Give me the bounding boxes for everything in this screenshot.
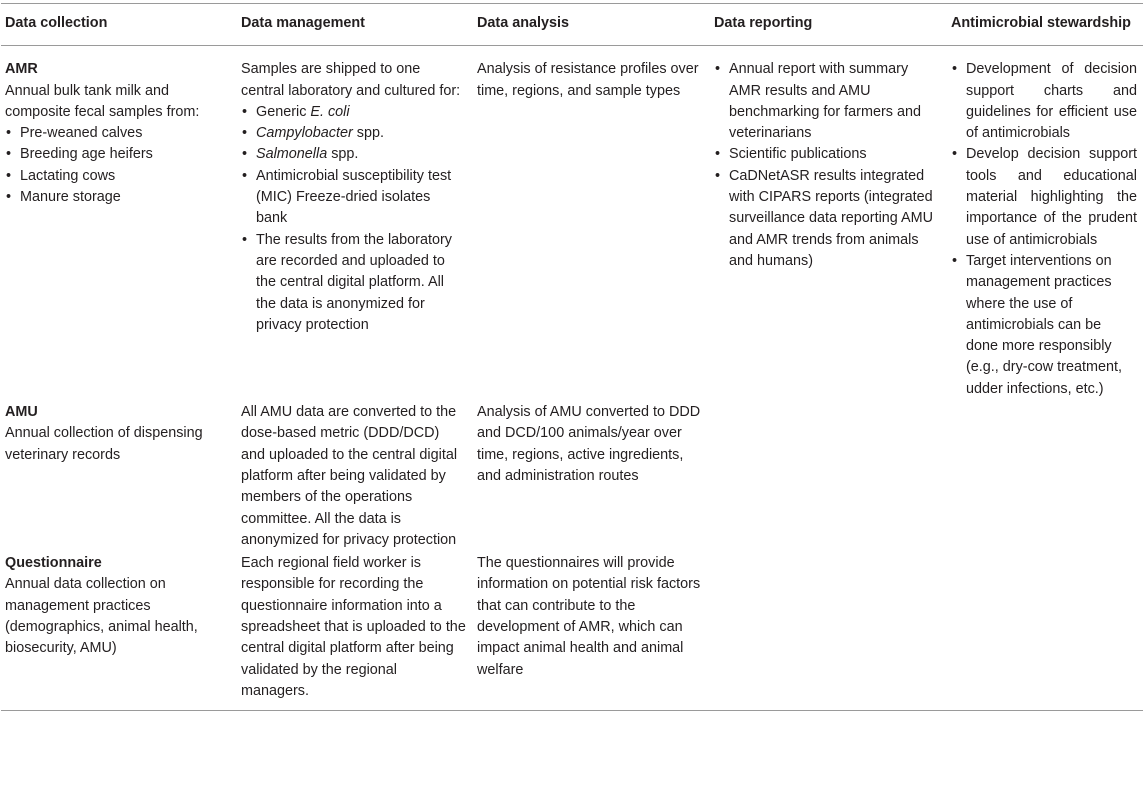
amu-management-text: All AMU data are converted to the dose-based metric (DDD/DCD) and uploaded to the central digital platform after being validated by members of the operations committee. All the data is anonymized for privacy protection bbox=[241, 404, 458, 548]
cell-amr-analysis bbox=[473, 46, 710, 400]
cell-questionnaire-reporting bbox=[710, 551, 947, 711]
cell-amr-management bbox=[237, 46, 473, 400]
list-item: • Manure storage bbox=[5, 187, 231, 208]
amr-reporting-list bbox=[714, 59, 941, 272]
list-item: • Pre-weaned calves bbox=[5, 123, 231, 144]
cell-amu-stewardship bbox=[947, 400, 1143, 551]
cell-amu-reporting bbox=[710, 400, 947, 551]
header-data-collection: Data collection bbox=[5, 15, 108, 31]
list-item: • Develop decision support tools and educational material highlighting the importance of the prudent use of antimicrobials bbox=[951, 144, 1137, 250]
row-title-amr: AMR bbox=[5, 61, 38, 78]
questionnaire-collection-text: Annual data collection on management practices (demographics, animal health, biosecurity, AMU) bbox=[5, 576, 198, 657]
amr-collection-list bbox=[5, 123, 231, 208]
cell-amu-collection bbox=[1, 400, 237, 551]
amr-management-list bbox=[241, 102, 467, 336]
cell-amu-analysis bbox=[473, 400, 710, 551]
table-row-amr bbox=[1, 46, 1143, 400]
header-data-analysis: Data analysis bbox=[477, 15, 569, 31]
list-item: • Target interventions on management practices where the use of antimicrobials can be done more responsibly (e.g., dry-cow treatment, udder infections, etc.) bbox=[951, 251, 1137, 400]
questionnaire-management-text: Each regional field worker is responsible for recording the questionnaire information into a spreadsheet that is uploaded to the central digital platform after being validated by the regional managers. bbox=[241, 555, 466, 699]
surveillance-table bbox=[1, 3, 1143, 711]
list-item: • Salmonella spp. bbox=[241, 144, 467, 165]
amr-management-intro: Samples are shipped to one central laboratory and cultured for: bbox=[241, 61, 461, 99]
list-item: • Breeding age heifers bbox=[5, 144, 231, 165]
amu-analysis-text: Analysis of AMU converted to DDD and DCD/100 animals/year over time, regions, active ingredients, and administration routes bbox=[477, 404, 701, 484]
list-item: • CaDNetASR results integrated with CIPARS reports (integrated surveillance data reporting AMU and AMR trends from animals and humans) bbox=[714, 166, 941, 272]
cell-questionnaire-management bbox=[237, 551, 473, 711]
list-item: • The results from the laboratory are recorded and uploaded to the central digital platform. All the data is anonymized for privacy protection bbox=[241, 230, 467, 336]
list-item: • Lactating cows bbox=[5, 166, 231, 187]
questionnaire-analysis-text: The questionnaires will provide information on potential risk factors that can contribute to the development of AMR, which can impact animal health and animal welfare bbox=[477, 555, 701, 678]
table-row-questionnaire bbox=[1, 551, 1143, 711]
cell-amu-management bbox=[237, 400, 473, 551]
cell-questionnaire-stewardship bbox=[947, 551, 1143, 711]
amu-collection-text: Annual collection of dispensing veterinary records bbox=[5, 425, 203, 463]
list-item: • Scientific publications bbox=[714, 144, 941, 165]
cell-questionnaire-analysis bbox=[473, 551, 710, 711]
header-data-reporting: Data reporting bbox=[714, 15, 813, 31]
list-item: • Development of decision support charts and guidelines for efficient use of antimicrobials bbox=[951, 59, 1137, 144]
table-page bbox=[0, 3, 1145, 809]
row-title-amu: AMU bbox=[5, 404, 38, 421]
table-row-amu bbox=[1, 400, 1143, 551]
header-data-management: Data management bbox=[241, 15, 365, 31]
list-item: • Annual report with summary AMR results and AMU benchmarking for farmers and veterinarians bbox=[714, 59, 941, 144]
header-antimicrobial-stewardship: Antimicrobial stewardship bbox=[951, 15, 1131, 31]
cell-amr-stewardship bbox=[947, 46, 1143, 400]
amr-analysis-text: Analysis of resistance profiles over time, regions, and sample types bbox=[477, 61, 699, 99]
amr-stewardship-list bbox=[951, 59, 1137, 400]
row-title-questionnaire: Questionnaire bbox=[5, 555, 102, 572]
cell-amr-reporting bbox=[710, 46, 947, 400]
cell-amr-collection bbox=[1, 46, 237, 400]
table-header-row bbox=[1, 4, 1143, 46]
list-item: • Generic E. coli bbox=[241, 102, 467, 123]
list-item: • Antimicrobial susceptibility test (MIC) Freeze-dried isolates bank bbox=[241, 166, 467, 230]
amr-collection-intro: Annual bulk tank milk and composite fecal samples from: bbox=[5, 82, 200, 120]
list-item: • Campylobacter spp. bbox=[241, 123, 467, 144]
cell-questionnaire-collection bbox=[1, 551, 237, 711]
